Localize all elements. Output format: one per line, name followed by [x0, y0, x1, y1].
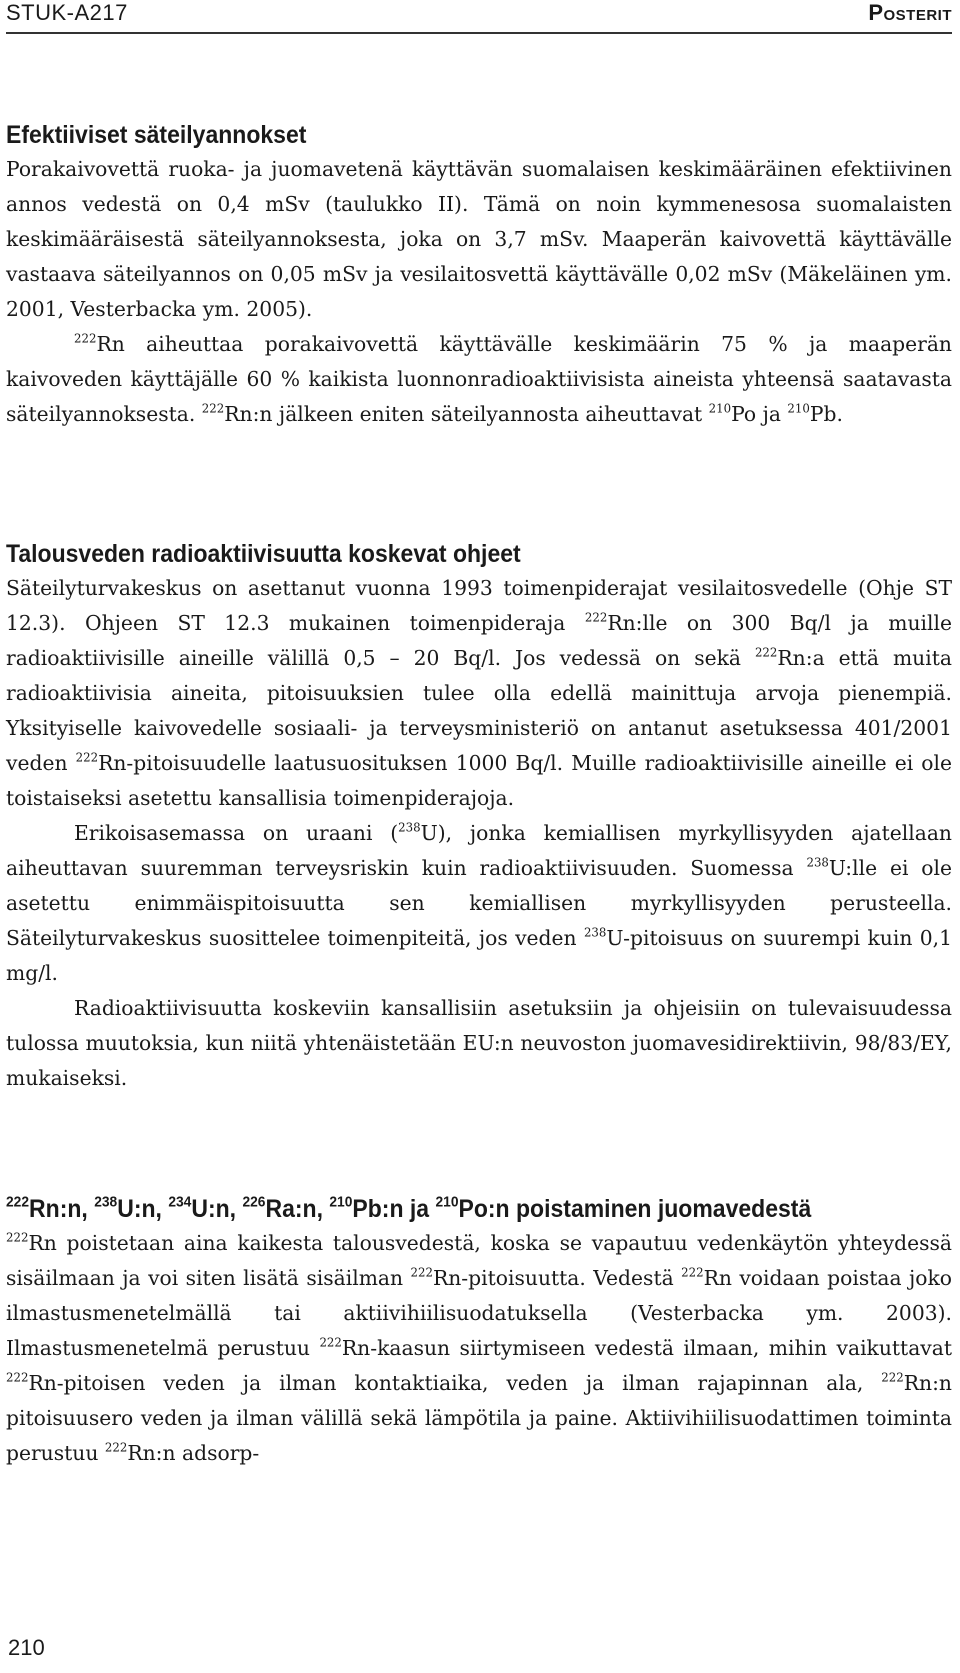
isotope-mass-number: 222	[6, 1370, 29, 1385]
text-run: U), jonka kemiallisen myrkyllisyyden ajatellaan aiheuttavan suuremman terveysriskin kuin radioaktiivisuuden. Suomessa	[6, 821, 952, 880]
isotope-mass-number: 234	[168, 1193, 192, 1211]
isotope-mass-number: 210	[329, 1193, 353, 1211]
isotope-mass-number: 210	[787, 401, 810, 416]
paragraph	[6, 816, 952, 991]
isotope-mass-number: 210	[435, 1193, 459, 1211]
text-run: Ra:n,	[265, 1195, 330, 1223]
text-run: Rn:n adsorp-	[127, 1441, 260, 1465]
section-body	[6, 571, 952, 1096]
text-run: Rn-pitoisuudelle laatusuosituksen 1000 Bq/l. Muille radioaktiivisille aineille ei ole toistaiseksi asetettu kansallisia toimenpiderajoja.	[6, 751, 952, 810]
isotope-mass-number: 222	[104, 1440, 128, 1455]
isotope-mass-number: 238	[398, 820, 421, 835]
text-run: Rn voidaan poistaa joko ilmastusmenetelmällä tai aktiivihiilisuodatuksella (Vesterbacka ym. 2003). Ilmastusmenetelmä perustuu	[6, 1266, 953, 1360]
text-run: Pb.	[809, 402, 843, 426]
isotope-mass-number: 222	[6, 1193, 30, 1211]
isotope-mass-number: 222	[319, 1335, 342, 1350]
isotope-mass-number: 222	[754, 645, 778, 660]
paragraph	[6, 571, 952, 816]
text-run: Rn poistetaan aina kaikesta talousvedestä, koska se vapautuu vedenkäytön yhteydessä sisäilmaan ja voi siten lisätä sisäilman	[6, 1231, 952, 1290]
text-run: U:lle ei ole asetettu enimmäispitoisuutta sen kemiallisen myrkyllisyyden perusteella. Säteilyturvakeskus suosittelee toimenpiteitä, jos veden	[6, 856, 953, 950]
section-label: Posterit	[868, 0, 952, 25]
text-run: Po:n poistaminen juomavedestä	[458, 1195, 812, 1223]
report-code: STUK-A217	[6, 0, 128, 25]
running-header	[6, 0, 952, 34]
text-run: Säteilyturvakeskus on asettanut vuonna 1993 toimenpiderajat vesilaitosvedelle (Ohje ST 12.3). Ohjeen ST 12.3 mukainen toimenpideraja	[6, 576, 952, 635]
section-water-guidelines	[6, 537, 952, 1096]
isotope-mass-number: 222	[75, 750, 99, 765]
section-heading: Talousveden radioaktiivisuutta koskevat ohjeet	[6, 540, 521, 568]
text-run: U-pitoisuus on suurempi kuin 0,1 mg/l.	[6, 926, 952, 985]
text-run: Rn-pitoisuutta. Vedestä	[432, 1266, 682, 1290]
isotope-mass-number: 222	[201, 401, 225, 416]
section-heading: Efektiiviset säteilyannokset	[6, 121, 307, 149]
paragraph	[6, 1226, 952, 1471]
isotope-mass-number: 210	[708, 401, 732, 416]
section-body	[6, 1226, 952, 1471]
section-effective-doses	[6, 118, 952, 432]
paragraph	[6, 991, 952, 1096]
isotope-mass-number: 222	[410, 1265, 433, 1280]
text-run: Rn:n jälkeen eniten säteilyannosta aiheuttavat	[224, 402, 709, 426]
text-run: U:n,	[191, 1195, 243, 1223]
isotope-mass-number: 226	[242, 1193, 266, 1211]
isotope-mass-number: 238	[806, 855, 829, 870]
text-run: Radioaktiivisuutta koskeviin kansallisiin asetuksiin ja ohjeisiin on tulevaisuudessa tulossa muutoksia, kun niitä yhtenäistetään EU:n neuvoston juomavesidirektiivin, 98/83/EY, mukaiseksi.	[6, 996, 952, 1090]
text-run: Rn aiheuttaa porakaivovettä käyttävälle keskimäärin 75 % ja maaperän kaivoveden käyttäjälle 60 % kaikista luonnonradioaktiivisista aineista yhteensä saatavasta säteilyannoksesta.	[6, 332, 952, 426]
text-run: Rn-pitoisen veden ja ilman kontaktiaika, veden ja ilman rajapinnan ala,	[28, 1371, 882, 1395]
section-body	[6, 152, 952, 432]
paragraph	[6, 327, 952, 432]
isotope-mass-number: 222	[681, 1265, 704, 1280]
text-run: Erikoisasemassa on uraani (	[74, 821, 399, 845]
text-run: Po ja	[731, 402, 788, 426]
text-run: Porakaivovettä ruoka- ja juomavetenä käyttävän suomalaisen keskimääräinen efektiivinen annos vedestä on 0,4 mSv (taulukko II). Tämä on noin kymmenesosa suomalaisten keskimääräisestä säteilyannoksesta, joka on 3,7 mSv. Maaperän kaivovettä käyttävälle vastaava säteilyannos on 0,05 mSv ja vesilaitosvettä käyttävälle 0,02 mSv (Mäkeläinen ym. 2001, Vesterbacka ym. 2005).	[6, 157, 952, 321]
text-run: Pb:n ja	[352, 1195, 436, 1223]
page-number: 210	[8, 1635, 45, 1660]
text-run: Rn-kaasun siirtymiseen vedestä ilmaan, mihin vaikuttavat	[341, 1336, 952, 1360]
isotope-mass-number: 222	[584, 610, 608, 625]
text-run: U:n,	[117, 1195, 169, 1223]
isotope-mass-number: 238	[583, 925, 607, 940]
text-run: Rn:lle on 300 Bq/l ja muille radioaktiivisille aineille välillä 0,5 – 20 Bq/l. Jos vedessä on sekä	[6, 611, 953, 670]
text-run: Rn:a että muita radioaktiivisia aineita, pitoisuuksien tulee olla edellä mainittuja arvoja pienempiä. Yksityiselle kaivovedelle sosiaali- ja terveysministeriö on antanut asetuksessa 401/2001 veden	[6, 646, 952, 775]
text-run: Rn:n,	[29, 1195, 95, 1223]
isotope-mass-number: 222	[6, 1230, 29, 1245]
isotope-mass-number: 222	[74, 331, 97, 346]
paragraph	[6, 152, 952, 327]
isotope-mass-number: 238	[94, 1193, 118, 1211]
text-run: Rn:n pitoisuusero veden ja ilman välillä sekä lämpötila ja paine. Aktiivihiilisuodattimen toiminta perustuu	[6, 1371, 952, 1465]
section-heading	[6, 1192, 876, 1226]
section-radionuclide-removal	[6, 1192, 952, 1471]
isotope-mass-number: 222	[881, 1370, 904, 1385]
